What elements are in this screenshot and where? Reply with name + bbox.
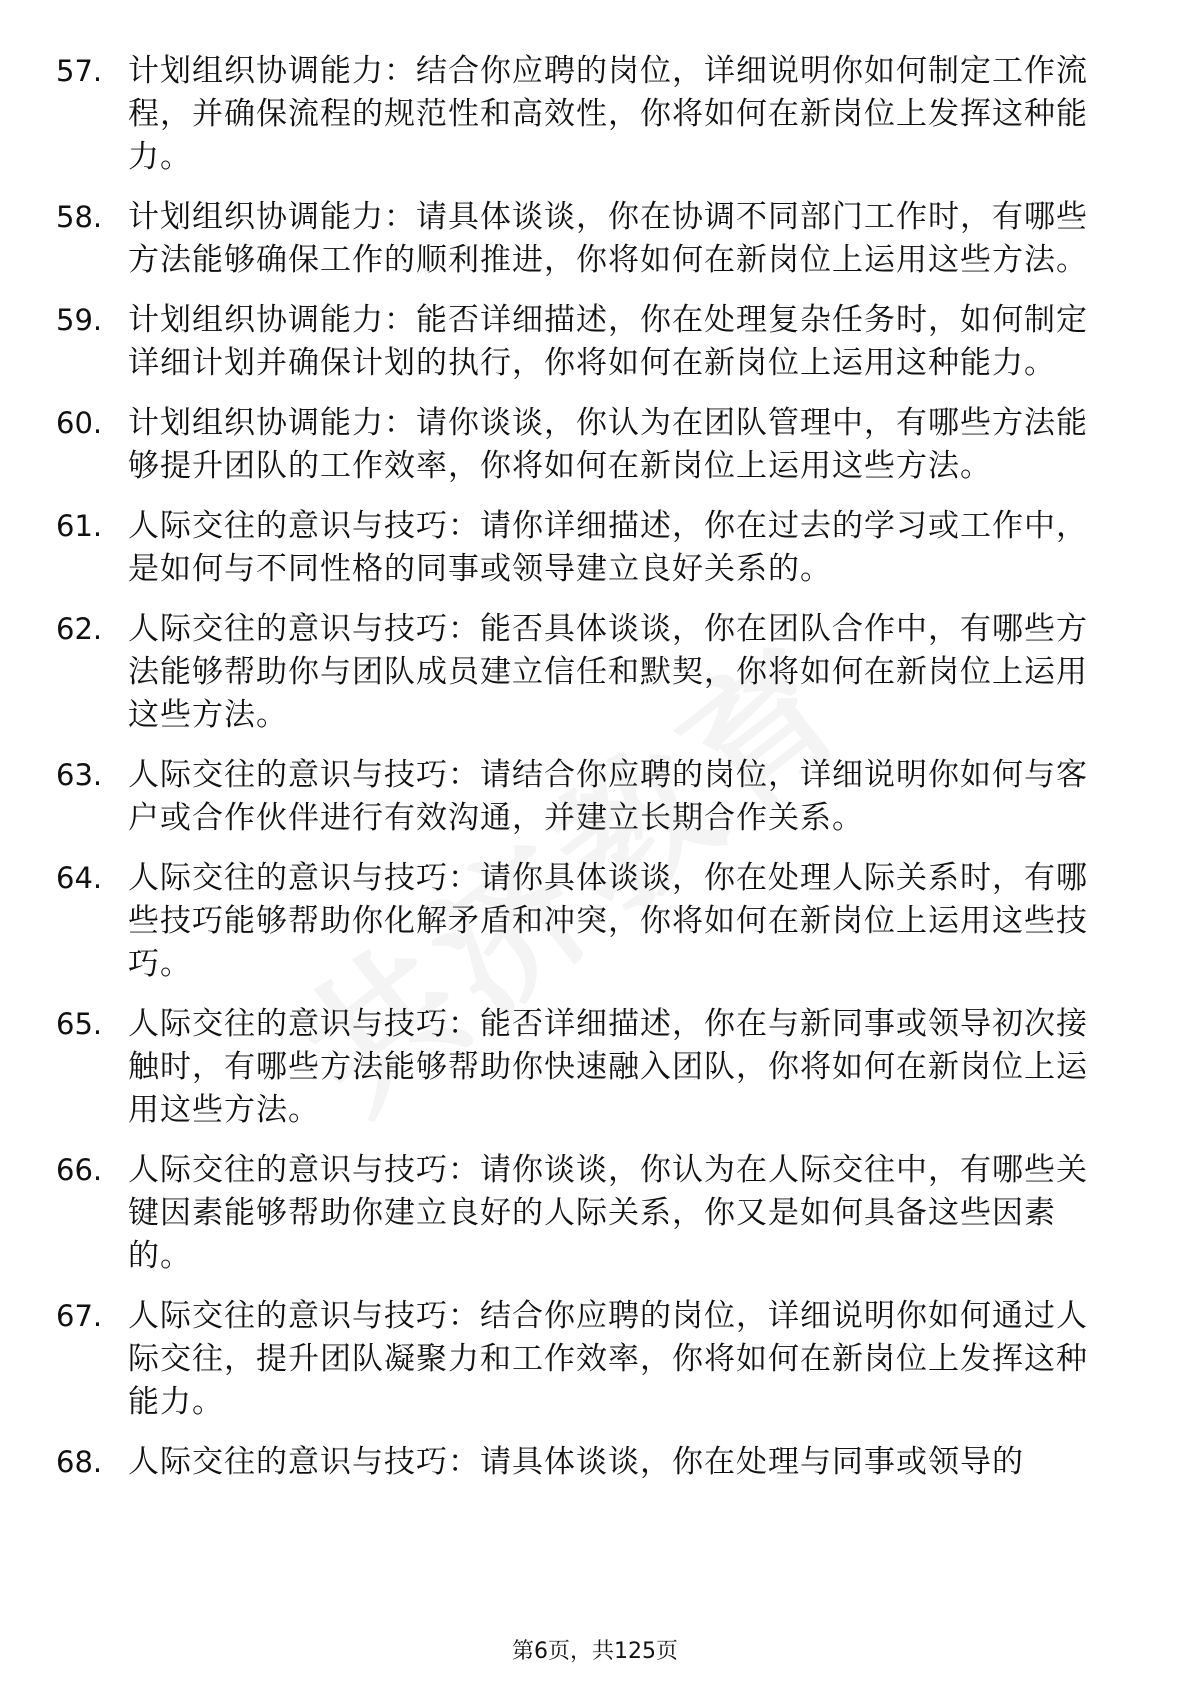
- question-item: [56, 196, 1136, 282]
- question-number: 61.: [56, 509, 103, 543]
- question-list: [56, 50, 1136, 1501]
- question-number: 59.: [56, 303, 103, 337]
- question-text: 人际交往的意识与技巧：请结合你应聘的岗位，详细说明你如何与客户或合作伙伴进行有效沟通，并建立长期合作关系。: [128, 757, 1088, 836]
- question-item: [56, 754, 1136, 840]
- page-footer: 第6页，共125页: [512, 1639, 678, 1664]
- question-number: 64.: [56, 861, 103, 895]
- question-number: 68.: [56, 1445, 103, 1479]
- question-item: [56, 1149, 1136, 1278]
- question-number: 58.: [56, 200, 103, 234]
- question-item: [56, 1003, 1136, 1132]
- question-item: [56, 505, 1136, 591]
- question-text: 人际交往的意识与技巧：请具体谈谈，你在处理与同事或领导的: [128, 1444, 1024, 1480]
- question-text: 人际交往的意识与技巧：能否详细描述，你在与新同事或领导初次接触时，有哪些方法能够帮助你快速融入团队，你将如何在新岗位上运用这些方法。: [128, 1006, 1088, 1128]
- question-text: 计划组织协调能力：请具体谈谈，你在协调不同部门工作时，有哪些方法能够确保工作的顺利推进，你将如何在新岗位上运用这些方法。: [128, 199, 1088, 278]
- question-number: 65.: [56, 1007, 103, 1041]
- question-item: [56, 402, 1136, 488]
- question-text: 人际交往的意识与技巧：请你谈谈，你认为在人际交往中，有哪些关键因素能够帮助你建立良好的人际关系，你又是如何具备这些因素的。: [128, 1152, 1088, 1274]
- question-item: [56, 1295, 1136, 1424]
- question-number: 66.: [56, 1153, 103, 1187]
- question-number: 63.: [56, 758, 103, 792]
- question-number: 57.: [56, 54, 103, 88]
- question-text: 计划组织协调能力：请你谈谈，你认为在团队管理中，有哪些方法能够提升团队的工作效率，你将如何在新岗位上运用这些方法。: [128, 405, 1088, 484]
- question-item: [56, 299, 1136, 385]
- question-text: 人际交往的意识与技巧：请你具体谈谈，你在处理人际关系时，有哪些技巧能够帮助你化解矛盾和冲突，你将如何在新岗位上运用这些技巧。: [128, 860, 1088, 982]
- question-number: 60.: [56, 406, 103, 440]
- question-text: 人际交往的意识与技巧：请你详细描述，你在过去的学习或工作中，是如何与不同性格的同事或领导建立良好关系的。: [128, 508, 1088, 587]
- question-text: 人际交往的意识与技巧：结合你应聘的岗位，详细说明你如何通过人际交往，提升团队凝聚力和工作效率，你将如何在新岗位上发挥这种能力。: [128, 1298, 1088, 1420]
- question-item: [56, 857, 1136, 986]
- question-number: 62.: [56, 612, 103, 646]
- question-item: [56, 608, 1136, 737]
- question-item: [56, 1441, 1136, 1484]
- question-text: 计划组织协调能力：结合你应聘的岗位，详细说明你如何制定工作流程，并确保流程的规范性和高效性，你将如何在新岗位上发挥这种能力。: [128, 53, 1088, 175]
- question-number: 67.: [56, 1299, 103, 1333]
- question-item: [56, 50, 1136, 179]
- question-text: 计划组织协调能力：能否详细描述，你在处理复杂任务时，如何制定详细计划并确保计划的执行，你将如何在新岗位上运用这种能力。: [128, 302, 1088, 381]
- question-text: 人际交往的意识与技巧：能否具体谈谈，你在团队合作中，有哪些方法能够帮助你与团队成员建立信任和默契，你将如何在新岗位上运用这些方法。: [128, 611, 1088, 733]
